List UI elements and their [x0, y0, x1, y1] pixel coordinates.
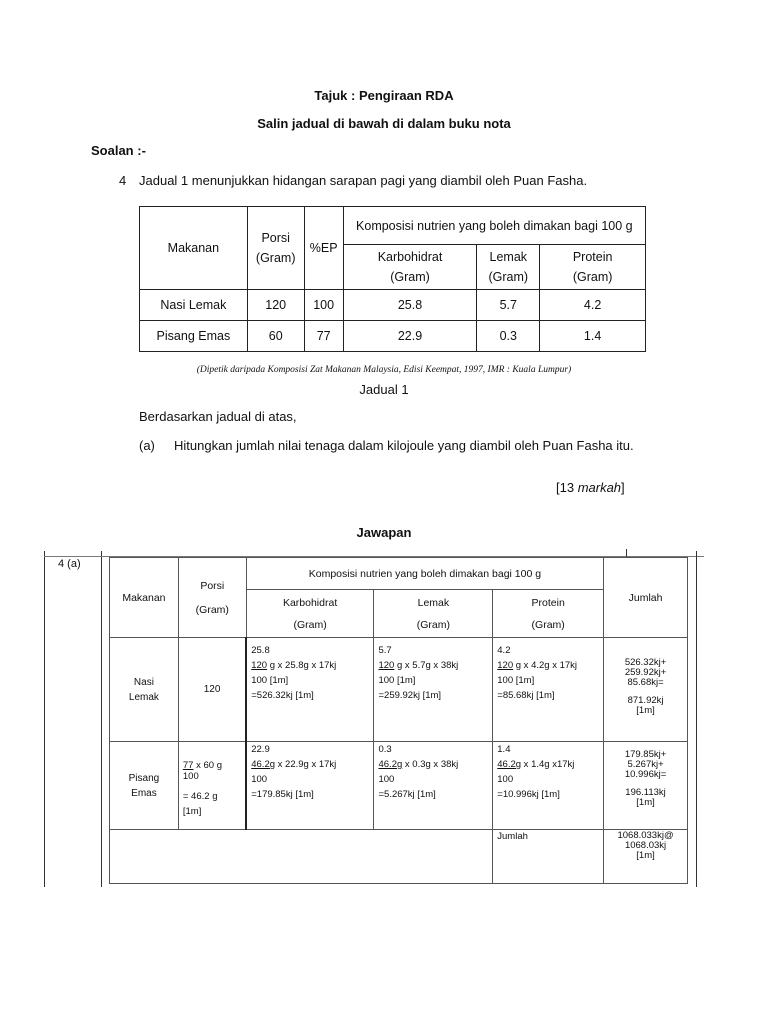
cell-nasi-protein: 4.2 120 g x 4.2g x 17kj 100 [1m] =85.68kj [1m]	[493, 638, 604, 742]
table-row	[140, 290, 646, 321]
cell-nasi-jumlah: 526.32kj+ 259.92kj+ 85.68kj= 871.92kj [1m]	[604, 638, 688, 742]
total-label: Jumlah	[493, 830, 604, 884]
cell-makanan: Nasi Lemak	[140, 290, 248, 321]
cell-pisang-porsi: 77 x 60 g 100 = 46.2 g [1m]	[178, 742, 246, 830]
cell-ep: 77	[304, 321, 343, 352]
cell-karbo: 22.9	[343, 321, 477, 352]
part-text: Hitungkan jumlah nilai tenaga dalam kilojoule yang diambil oleh Puan Fasha itu.	[174, 438, 634, 453]
col-porsi: Porsi (Gram)	[247, 207, 304, 290]
part-label: (a)	[139, 438, 155, 453]
cell-pisang-karbo: 22.9 46.2g x 22.9g x 17kj 100 =179.85kj [1m]	[246, 742, 374, 830]
cell-pisang-protein: 1.4 46.2g x 1.4g x17kj 100 =10.996kj [1m]	[493, 742, 604, 830]
marks: [13 markah]	[556, 480, 625, 495]
ans-col-komposisi: Komposisi nutrien yang boleh dimakan bagi 100 g	[246, 558, 603, 590]
answer-label: 4 (a)	[58, 558, 81, 570]
total-row	[110, 830, 688, 884]
table-caption: Jadual 1	[359, 382, 409, 397]
table-row	[140, 321, 646, 352]
cell-porsi: 60	[247, 321, 304, 352]
question-number: 4	[119, 173, 127, 188]
cell-lemak: 0.3	[477, 321, 540, 352]
ans-col-lemak: Lemak (Gram)	[374, 590, 493, 638]
page-title: Tajuk : Pengiraan RDA	[314, 88, 454, 103]
total-value: 1068.033kj@ 1068.03kj [1m]	[604, 830, 688, 884]
col-ep: %EP	[304, 207, 343, 290]
cell-pisang-lemak: 0.3 46.2g x 0.3g x 38kj 100 =5.267kj [1m]	[374, 742, 493, 830]
answer-table	[109, 557, 688, 884]
cell-makanan: Pisang Emas	[140, 321, 248, 352]
cell-nasi-karbo: 25.8 120 g x 25.8g x 17kj 100 [1m] =526.32kj [1m]	[246, 638, 374, 742]
cell-empty	[110, 830, 493, 884]
ans-col-makanan: Makanan	[110, 558, 179, 638]
cell-pisang-emas: Pisang Emas	[110, 742, 179, 830]
ans-col-karbohidrat: Karbohidrat (Gram)	[246, 590, 374, 638]
col-komposisi: Komposisi nutrien yang boleh dimakan bagi 100 g	[343, 207, 645, 245]
frame-tick	[626, 549, 627, 557]
col-protein: Protein (Gram)	[540, 245, 646, 290]
cell-ep: 100	[304, 290, 343, 321]
source-citation: (Dipetik daripada Komposisi Zat Makanan Malaysia, Edisi Keempat, 1997, IMR : Kuala Lumpur)	[196, 365, 572, 375]
cell-nasi-lemak: Nasi Lemak	[110, 638, 179, 742]
question-table	[139, 206, 646, 352]
berdasarkan-text: Berdasarkan jadual di atas,	[139, 409, 297, 424]
cell-porsi: 120	[247, 290, 304, 321]
frame-right-line	[696, 551, 697, 887]
cell-lemak: 5.7	[477, 290, 540, 321]
table-row	[110, 638, 688, 742]
answer-heading: Jawapan	[356, 525, 412, 540]
ans-col-protein: Protein (Gram)	[493, 590, 604, 638]
cell-protein: 1.4	[540, 321, 646, 352]
table-row	[110, 742, 688, 830]
frame-divider-line	[101, 551, 102, 887]
cell-karbo: 25.8	[343, 290, 477, 321]
col-makanan: Makanan	[140, 207, 248, 290]
question-intro: Jadual 1 menunjukkan hidangan sarapan pagi yang diambil oleh Puan Fasha.	[139, 173, 588, 188]
ans-col-jumlah: Jumlah	[604, 558, 688, 638]
soalan-label: Soalan :-	[91, 143, 146, 158]
ans-col-porsi: Porsi (Gram)	[178, 558, 246, 638]
cell-protein: 4.2	[540, 290, 646, 321]
cell-pisang-jumlah: 179.85kj+ 5.267kj+ 10.996kj= 196.113kj [1m]	[604, 742, 688, 830]
col-lemak: Lemak (Gram)	[477, 245, 540, 290]
col-karbohidrat: Karbohidrat (Gram)	[343, 245, 477, 290]
cell-nasi-porsi: 120	[178, 638, 246, 742]
page-subtitle: Salin jadual di bawah di dalam buku nota	[257, 116, 511, 131]
cell-nasi-lemak-calc: 5.7 120 g x 5.7g x 38kj 100 [1m] =259.92kj [1m]	[374, 638, 493, 742]
frame-left-line	[44, 551, 45, 887]
